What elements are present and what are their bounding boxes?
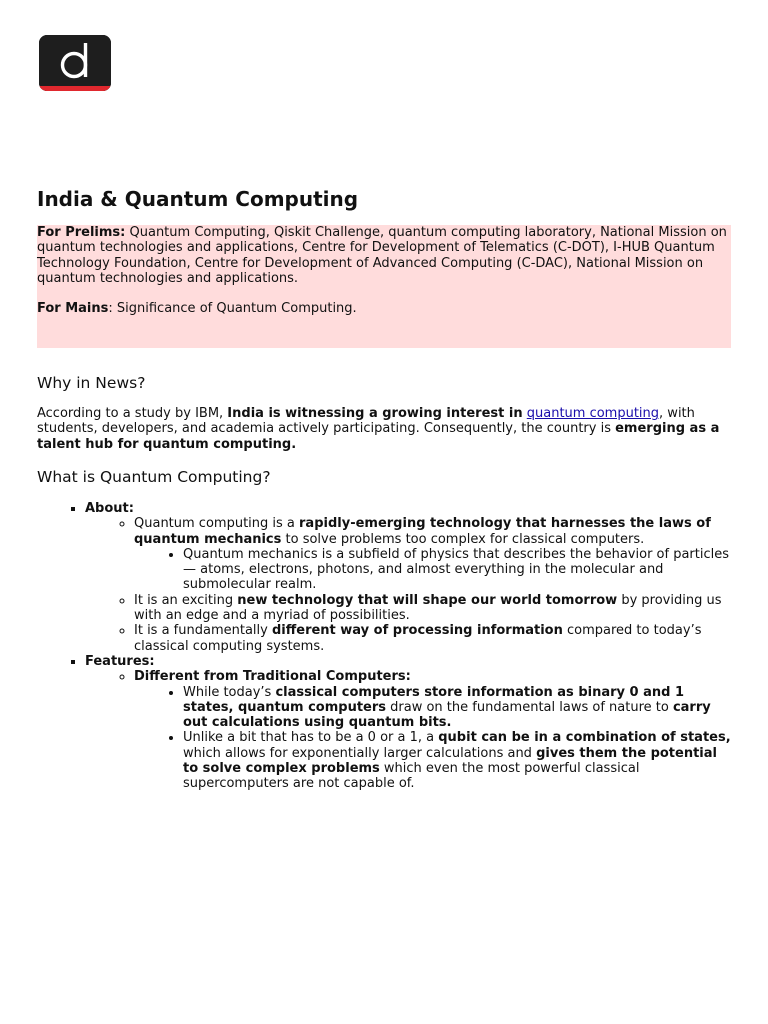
diff-label: Different from Traditional Computers:	[134, 669, 411, 685]
about-list	[85, 516, 731, 654]
quantum-computing-link[interactable]: quantum computing	[526, 406, 660, 421]
about-3-text-a: It is a fundamentally	[134, 623, 272, 639]
list-item: • Quantum mechanics is a subfield of physics that describes the behavior of particles — atoms, electrons, photons, and almost everything in the molecular and submolecular realm.	[183, 547, 731, 593]
what-is-list	[37, 501, 731, 792]
news-bold-1: India is witnessing a growing interest in	[227, 406, 523, 421]
mains-text: : Significance of Quantum Computing.	[108, 301, 357, 316]
why-in-news-heading: Why in News?	[37, 374, 146, 392]
logo-red-stripe	[39, 86, 111, 91]
mains-label: For Mains	[37, 301, 109, 316]
prelims-text: Quantum Computing, Qiskit Challenge, quantum computing laboratory, National Mission on quantum technologies and applications, Centre for Development of Telematics (C-DOT), I-HUB Quantum Technology Foundation, Centre for Development of Advanced Computing (C-DAC), National Mission on quantum technologies and applications.	[37, 225, 727, 286]
diff-2-bold-d: gives them the potential to solve complex problems	[183, 745, 717, 777]
top-level-list	[37, 501, 731, 792]
diff-2-bold-b: qubit can be in a combination of states,	[438, 730, 731, 746]
about-3-text-c: compared to today’s classical computing systems.	[134, 623, 702, 654]
about-3-bold: different way of processing information	[271, 623, 563, 639]
logo-background	[39, 35, 111, 91]
about-1-bold: rapidly-emerging technology that harnesses the laws of quantum mechanics	[134, 516, 711, 547]
diff-2-text-e: which even the most powerful classical supercomputers are not capable of.	[183, 761, 640, 792]
about-2-text-a: It is an exciting	[134, 592, 238, 608]
list-item	[134, 623, 731, 654]
about-2-text-c: by providing us with an edge and a myriad of possibilities.	[134, 592, 722, 624]
list-item	[134, 669, 731, 791]
about-label: About:	[85, 501, 134, 516]
about-2-bold: new technology that will shape our world tomorrow	[237, 592, 618, 608]
news-text-1: According to a study by IBM,	[37, 406, 228, 421]
why-in-news-paragraph	[37, 406, 731, 452]
about-1-text-a: Quantum computing is a	[134, 516, 300, 532]
list-item-about	[85, 501, 731, 654]
about-1-text-c: to solve problems too complex for classical computers.	[281, 531, 645, 547]
list-item	[183, 730, 731, 791]
news-bold-2: emerging as a talent hub for quantum computing.	[37, 421, 720, 452]
features-label: Features:	[85, 653, 155, 669]
diff-1-bold-d: carry out calculations using quantum bits.	[183, 699, 711, 731]
mains-paragraph	[37, 301, 357, 316]
list-item	[134, 593, 731, 624]
prelims-label: For Prelims:	[37, 225, 126, 240]
news-text-3: , with students, developers, and academia actively participating. Consequently, the country is	[37, 406, 695, 437]
diff-sublist	[134, 685, 731, 792]
what-is-quantum-computing-heading: What is Quantum Computing?	[37, 468, 271, 486]
diff-1-text-c: draw on the fundamental laws of nature to	[386, 699, 673, 715]
diff-2-text-c: which allows for exponentially larger calculations and	[183, 745, 537, 761]
syllabus-box	[37, 225, 731, 348]
d-letter-logo-icon	[39, 35, 111, 91]
features-list	[85, 669, 731, 791]
list-item	[134, 516, 731, 592]
diff-1-text-a: While today’s	[183, 684, 276, 700]
about-1-sublist	[134, 547, 731, 593]
logo-graphic	[39, 35, 111, 91]
prelims-paragraph	[37, 225, 731, 286]
list-item-features	[85, 654, 731, 792]
diff-1-bold-b: classical computers store information as binary 0 and 1 states, quantum computers	[183, 684, 684, 715]
list-item	[183, 685, 731, 731]
page-title: India & Quantum Computing	[37, 187, 359, 211]
diff-2-text-a: Unlike a bit that has to be a 0 or a 1, a	[183, 730, 439, 746]
